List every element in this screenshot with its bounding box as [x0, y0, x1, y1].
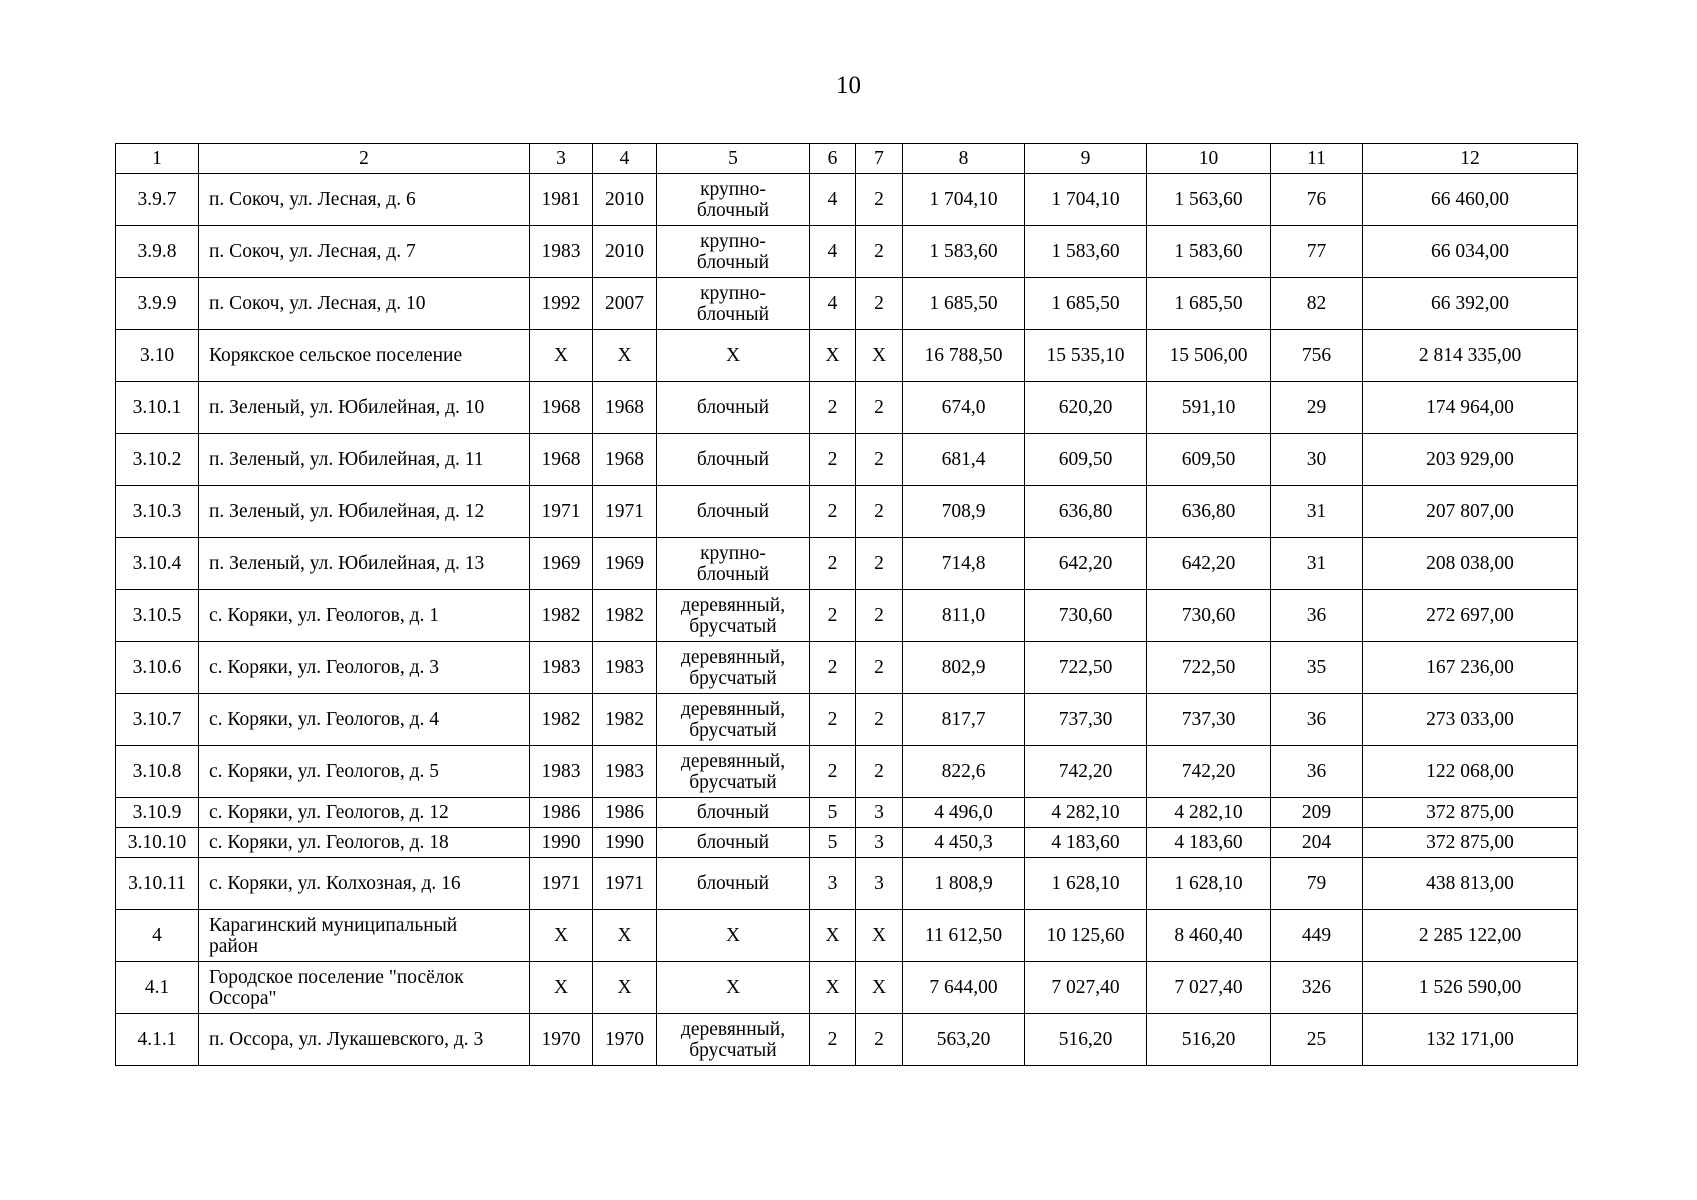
wall-material-cell: деревянный, брусчатый — [657, 642, 810, 694]
wall-material-cell: X — [657, 910, 810, 962]
wall-material-cell: крупно- блочный — [657, 538, 810, 590]
address-cell: с. Коряки, ул. Геологов, д. 18 — [199, 828, 530, 858]
wall-material-cell: X — [657, 330, 810, 382]
wall-material-cell: деревянный, брусчатый — [657, 746, 810, 798]
residents-cell: 30 — [1271, 434, 1363, 486]
year-renovated-cell: 2010 — [593, 226, 657, 278]
cost-cell: 1 526 590,00 — [1363, 962, 1578, 1014]
floors-cell: 4 — [810, 174, 856, 226]
table-row — [116, 382, 1578, 434]
living-area-cell: 4 282,10 — [1025, 798, 1147, 828]
entrances-cell: X — [856, 962, 903, 1014]
row-number-cell: 3.10.2 — [116, 434, 199, 486]
living-area-cell: 620,20 — [1025, 382, 1147, 434]
year-built-cell: 1992 — [530, 278, 593, 330]
year-renovated-cell: 1990 — [593, 828, 657, 858]
wall-material-cell: крупно- блочный — [657, 226, 810, 278]
residents-cell: 36 — [1271, 590, 1363, 642]
total-area-cell: 1 583,60 — [903, 226, 1025, 278]
year-built-cell: 1968 — [530, 382, 593, 434]
residential-area-cell: 609,50 — [1147, 434, 1271, 486]
table-row — [116, 174, 1578, 226]
cost-cell: 122 068,00 — [1363, 746, 1578, 798]
row-number-cell: 3.9.9 — [116, 278, 199, 330]
entrances-cell: 3 — [856, 798, 903, 828]
cost-cell: 272 697,00 — [1363, 590, 1578, 642]
total-area-cell: 4 496,0 — [903, 798, 1025, 828]
row-number-cell: 3.10.5 — [116, 590, 199, 642]
column-header: 11 — [1271, 144, 1363, 174]
table-row — [116, 798, 1578, 828]
wall-material-cell: блочный — [657, 858, 810, 910]
total-area-cell: 802,9 — [903, 642, 1025, 694]
wall-material-cell: блочный — [657, 828, 810, 858]
year-built-cell: 1990 — [530, 828, 593, 858]
table-header-row — [116, 144, 1578, 174]
column-header: 9 — [1025, 144, 1147, 174]
floors-cell: X — [810, 330, 856, 382]
living-area-cell: 609,50 — [1025, 434, 1147, 486]
address-cell: п. Оссора, ул. Лукашевского, д. 3 — [199, 1014, 530, 1066]
cost-cell: 273 033,00 — [1363, 694, 1578, 746]
residents-cell: 36 — [1271, 746, 1363, 798]
year-renovated-cell: X — [593, 330, 657, 382]
residents-cell: 756 — [1271, 330, 1363, 382]
year-renovated-cell: 1982 — [593, 694, 657, 746]
cost-cell: 438 813,00 — [1363, 858, 1578, 910]
year-renovated-cell: 1982 — [593, 590, 657, 642]
year-renovated-cell: 1983 — [593, 642, 657, 694]
row-number-cell: 3.10.1 — [116, 382, 199, 434]
total-area-cell: 811,0 — [903, 590, 1025, 642]
year-renovated-cell: 1983 — [593, 746, 657, 798]
total-area-cell: 1 685,50 — [903, 278, 1025, 330]
row-number-cell: 3.10.11 — [116, 858, 199, 910]
residents-cell: 204 — [1271, 828, 1363, 858]
living-area-cell: 742,20 — [1025, 746, 1147, 798]
residential-area-cell: 516,20 — [1147, 1014, 1271, 1066]
row-number-cell: 3.10.3 — [116, 486, 199, 538]
table-row — [116, 1014, 1578, 1066]
total-area-cell: 11 612,50 — [903, 910, 1025, 962]
living-area-cell: 737,30 — [1025, 694, 1147, 746]
living-area-cell: 516,20 — [1025, 1014, 1147, 1066]
floors-cell: 2 — [810, 382, 856, 434]
residential-area-cell: 722,50 — [1147, 642, 1271, 694]
column-header: 12 — [1363, 144, 1578, 174]
wall-material-cell: X — [657, 962, 810, 1014]
residents-cell: 25 — [1271, 1014, 1363, 1066]
wall-material-cell: деревянный, брусчатый — [657, 590, 810, 642]
living-area-cell: 1 583,60 — [1025, 226, 1147, 278]
living-area-cell: 1 704,10 — [1025, 174, 1147, 226]
row-number-cell: 4 — [116, 910, 199, 962]
living-area-cell: 15 535,10 — [1025, 330, 1147, 382]
year-built-cell: 1968 — [530, 434, 593, 486]
residential-area-cell: 1 563,60 — [1147, 174, 1271, 226]
row-number-cell: 3.10.9 — [116, 798, 199, 828]
cost-cell: 208 038,00 — [1363, 538, 1578, 590]
entrances-cell: X — [856, 910, 903, 962]
year-built-cell: 1971 — [530, 486, 593, 538]
floors-cell: 2 — [810, 746, 856, 798]
entrances-cell: 2 — [856, 174, 903, 226]
row-number-cell: 4.1 — [116, 962, 199, 1014]
residential-area-cell: 8 460,40 — [1147, 910, 1271, 962]
residents-cell: 79 — [1271, 858, 1363, 910]
year-renovated-cell: 1968 — [593, 434, 657, 486]
table-row — [116, 746, 1578, 798]
year-renovated-cell: 1970 — [593, 1014, 657, 1066]
total-area-cell: 1 808,9 — [903, 858, 1025, 910]
year-renovated-cell: 1971 — [593, 858, 657, 910]
address-cell: п. Зеленый, ул. Юбилейная, д. 10 — [199, 382, 530, 434]
total-area-cell: 563,20 — [903, 1014, 1025, 1066]
row-number-cell: 3.10.10 — [116, 828, 199, 858]
address-cell: п. Сокоч, ул. Лесная, д. 7 — [199, 226, 530, 278]
address-cell: Карагинский муниципальный район — [199, 910, 530, 962]
table-body — [116, 144, 1578, 1066]
cost-cell: 174 964,00 — [1363, 382, 1578, 434]
residential-area-cell: 1 583,60 — [1147, 226, 1271, 278]
column-header: 10 — [1147, 144, 1271, 174]
column-header: 7 — [856, 144, 903, 174]
year-built-cell: 1982 — [530, 590, 593, 642]
row-number-cell: 3.10.6 — [116, 642, 199, 694]
total-area-cell: 1 704,10 — [903, 174, 1025, 226]
living-area-cell: 722,50 — [1025, 642, 1147, 694]
residents-cell: 35 — [1271, 642, 1363, 694]
residents-cell: 326 — [1271, 962, 1363, 1014]
total-area-cell: 817,7 — [903, 694, 1025, 746]
address-cell: п. Сокоч, ул. Лесная, д. 6 — [199, 174, 530, 226]
address-cell: Городское поселение "посёлок Оссора" — [199, 962, 530, 1014]
address-cell: п. Сокоч, ул. Лесная, д. 10 — [199, 278, 530, 330]
row-number-cell: 3.9.7 — [116, 174, 199, 226]
year-built-cell: X — [530, 910, 593, 962]
cost-cell: 2 814 335,00 — [1363, 330, 1578, 382]
total-area-cell: 822,6 — [903, 746, 1025, 798]
table-row — [116, 538, 1578, 590]
residents-cell: 76 — [1271, 174, 1363, 226]
wall-material-cell: блочный — [657, 434, 810, 486]
year-renovated-cell: 1968 — [593, 382, 657, 434]
residential-area-cell: 730,60 — [1147, 590, 1271, 642]
column-header: 1 — [116, 144, 199, 174]
residents-cell: 31 — [1271, 486, 1363, 538]
address-cell: с. Коряки, ул. Геологов, д. 5 — [199, 746, 530, 798]
year-built-cell: X — [530, 330, 593, 382]
total-area-cell: 708,9 — [903, 486, 1025, 538]
cost-cell: 132 171,00 — [1363, 1014, 1578, 1066]
page-number: 10 — [836, 72, 861, 99]
residential-area-cell: 737,30 — [1147, 694, 1271, 746]
wall-material-cell: крупно- блочный — [657, 174, 810, 226]
floors-cell: 5 — [810, 828, 856, 858]
living-area-cell: 1 628,10 — [1025, 858, 1147, 910]
year-renovated-cell: X — [593, 962, 657, 1014]
living-area-cell: 7 027,40 — [1025, 962, 1147, 1014]
address-cell: с. Коряки, ул. Геологов, д. 4 — [199, 694, 530, 746]
address-cell: с. Коряки, ул. Геологов, д. 3 — [199, 642, 530, 694]
residential-area-cell: 742,20 — [1147, 746, 1271, 798]
address-cell: п. Зеленый, ул. Юбилейная, д. 12 — [199, 486, 530, 538]
year-built-cell: 1983 — [530, 642, 593, 694]
residents-cell: 209 — [1271, 798, 1363, 828]
floors-cell: 2 — [810, 434, 856, 486]
year-renovated-cell: 1986 — [593, 798, 657, 828]
year-built-cell: 1981 — [530, 174, 593, 226]
column-header: 2 — [199, 144, 530, 174]
entrances-cell: 2 — [856, 642, 903, 694]
residential-area-cell: 4 183,60 — [1147, 828, 1271, 858]
table-row — [116, 910, 1578, 962]
wall-material-cell: крупно- блочный — [657, 278, 810, 330]
residential-area-cell: 1 628,10 — [1147, 858, 1271, 910]
cost-cell: 207 807,00 — [1363, 486, 1578, 538]
row-number-cell: 4.1.1 — [116, 1014, 199, 1066]
cost-cell: 66 460,00 — [1363, 174, 1578, 226]
residential-area-cell: 1 685,50 — [1147, 278, 1271, 330]
year-renovated-cell: 1969 — [593, 538, 657, 590]
table-row — [116, 434, 1578, 486]
year-renovated-cell: 2010 — [593, 174, 657, 226]
row-number-cell: 3.10 — [116, 330, 199, 382]
table-row — [116, 226, 1578, 278]
address-cell: п. Зеленый, ул. Юбилейная, д. 13 — [199, 538, 530, 590]
column-header: 3 — [530, 144, 593, 174]
residential-area-cell: 636,80 — [1147, 486, 1271, 538]
wall-material-cell: блочный — [657, 486, 810, 538]
total-area-cell: 681,4 — [903, 434, 1025, 486]
entrances-cell: 2 — [856, 434, 903, 486]
floors-cell: 5 — [810, 798, 856, 828]
year-built-cell: 1971 — [530, 858, 593, 910]
residents-cell: 29 — [1271, 382, 1363, 434]
year-renovated-cell: X — [593, 910, 657, 962]
entrances-cell: 2 — [856, 590, 903, 642]
entrances-cell: 3 — [856, 828, 903, 858]
cost-cell: 167 236,00 — [1363, 642, 1578, 694]
living-area-cell: 730,60 — [1025, 590, 1147, 642]
residential-area-cell: 4 282,10 — [1147, 798, 1271, 828]
living-area-cell: 4 183,60 — [1025, 828, 1147, 858]
year-renovated-cell: 2007 — [593, 278, 657, 330]
table-row — [116, 858, 1578, 910]
residential-area-cell: 591,10 — [1147, 382, 1271, 434]
floors-cell: 2 — [810, 538, 856, 590]
entrances-cell: 2 — [856, 486, 903, 538]
floors-cell: 2 — [810, 590, 856, 642]
floors-cell: X — [810, 910, 856, 962]
entrances-cell: 2 — [856, 278, 903, 330]
row-number-cell: 3.10.4 — [116, 538, 199, 590]
living-area-cell: 636,80 — [1025, 486, 1147, 538]
entrances-cell: 2 — [856, 746, 903, 798]
total-area-cell: 714,8 — [903, 538, 1025, 590]
residents-cell: 449 — [1271, 910, 1363, 962]
table-row — [116, 486, 1578, 538]
floors-cell: X — [810, 962, 856, 1014]
residential-area-cell: 642,20 — [1147, 538, 1271, 590]
floors-cell: 2 — [810, 1014, 856, 1066]
table-row — [116, 694, 1578, 746]
entrances-cell: 2 — [856, 226, 903, 278]
living-area-cell: 1 685,50 — [1025, 278, 1147, 330]
floors-cell: 2 — [810, 694, 856, 746]
year-renovated-cell: 1971 — [593, 486, 657, 538]
entrances-cell: 2 — [856, 694, 903, 746]
row-number-cell: 3.10.8 — [116, 746, 199, 798]
year-built-cell: 1969 — [530, 538, 593, 590]
column-header: 6 — [810, 144, 856, 174]
address-cell: с. Коряки, ул. Геологов, д. 1 — [199, 590, 530, 642]
total-area-cell: 4 450,3 — [903, 828, 1025, 858]
table-row — [116, 330, 1578, 382]
column-header: 4 — [593, 144, 657, 174]
floors-cell: 3 — [810, 858, 856, 910]
cost-cell: 372 875,00 — [1363, 828, 1578, 858]
address-cell: п. Зеленый, ул. Юбилейная, д. 11 — [199, 434, 530, 486]
address-cell: с. Коряки, ул. Колхозная, д. 16 — [199, 858, 530, 910]
entrances-cell: 2 — [856, 1014, 903, 1066]
housing-table — [115, 143, 1578, 1066]
floors-cell: 4 — [810, 226, 856, 278]
entrances-cell: X — [856, 330, 903, 382]
wall-material-cell: блочный — [657, 382, 810, 434]
cost-cell: 372 875,00 — [1363, 798, 1578, 828]
column-header: 5 — [657, 144, 810, 174]
wall-material-cell: деревянный, брусчатый — [657, 694, 810, 746]
year-built-cell: 1982 — [530, 694, 593, 746]
residents-cell: 36 — [1271, 694, 1363, 746]
year-built-cell: X — [530, 962, 593, 1014]
table-row — [116, 590, 1578, 642]
year-built-cell: 1983 — [530, 226, 593, 278]
cost-cell: 66 392,00 — [1363, 278, 1578, 330]
floors-cell: 2 — [810, 642, 856, 694]
entrances-cell: 2 — [856, 382, 903, 434]
row-number-cell: 3.9.8 — [116, 226, 199, 278]
table-row — [116, 962, 1578, 1014]
residents-cell: 82 — [1271, 278, 1363, 330]
table-row — [116, 278, 1578, 330]
row-number-cell: 3.10.7 — [116, 694, 199, 746]
cost-cell: 203 929,00 — [1363, 434, 1578, 486]
total-area-cell: 7 644,00 — [903, 962, 1025, 1014]
wall-material-cell: деревянный, брусчатый — [657, 1014, 810, 1066]
living-area-cell: 10 125,60 — [1025, 910, 1147, 962]
cost-cell: 2 285 122,00 — [1363, 910, 1578, 962]
residential-area-cell: 7 027,40 — [1147, 962, 1271, 1014]
address-cell: с. Коряки, ул. Геологов, д. 12 — [199, 798, 530, 828]
address-cell: Корякское сельское поселение — [199, 330, 530, 382]
residents-cell: 77 — [1271, 226, 1363, 278]
column-header: 8 — [903, 144, 1025, 174]
cost-cell: 66 034,00 — [1363, 226, 1578, 278]
year-built-cell: 1986 — [530, 798, 593, 828]
residents-cell: 31 — [1271, 538, 1363, 590]
floors-cell: 4 — [810, 278, 856, 330]
year-built-cell: 1983 — [530, 746, 593, 798]
total-area-cell: 16 788,50 — [903, 330, 1025, 382]
entrances-cell: 3 — [856, 858, 903, 910]
year-built-cell: 1970 — [530, 1014, 593, 1066]
table-row — [116, 642, 1578, 694]
entrances-cell: 2 — [856, 538, 903, 590]
wall-material-cell: блочный — [657, 798, 810, 828]
total-area-cell: 674,0 — [903, 382, 1025, 434]
residential-area-cell: 15 506,00 — [1147, 330, 1271, 382]
living-area-cell: 642,20 — [1025, 538, 1147, 590]
table-row — [116, 828, 1578, 858]
floors-cell: 2 — [810, 486, 856, 538]
